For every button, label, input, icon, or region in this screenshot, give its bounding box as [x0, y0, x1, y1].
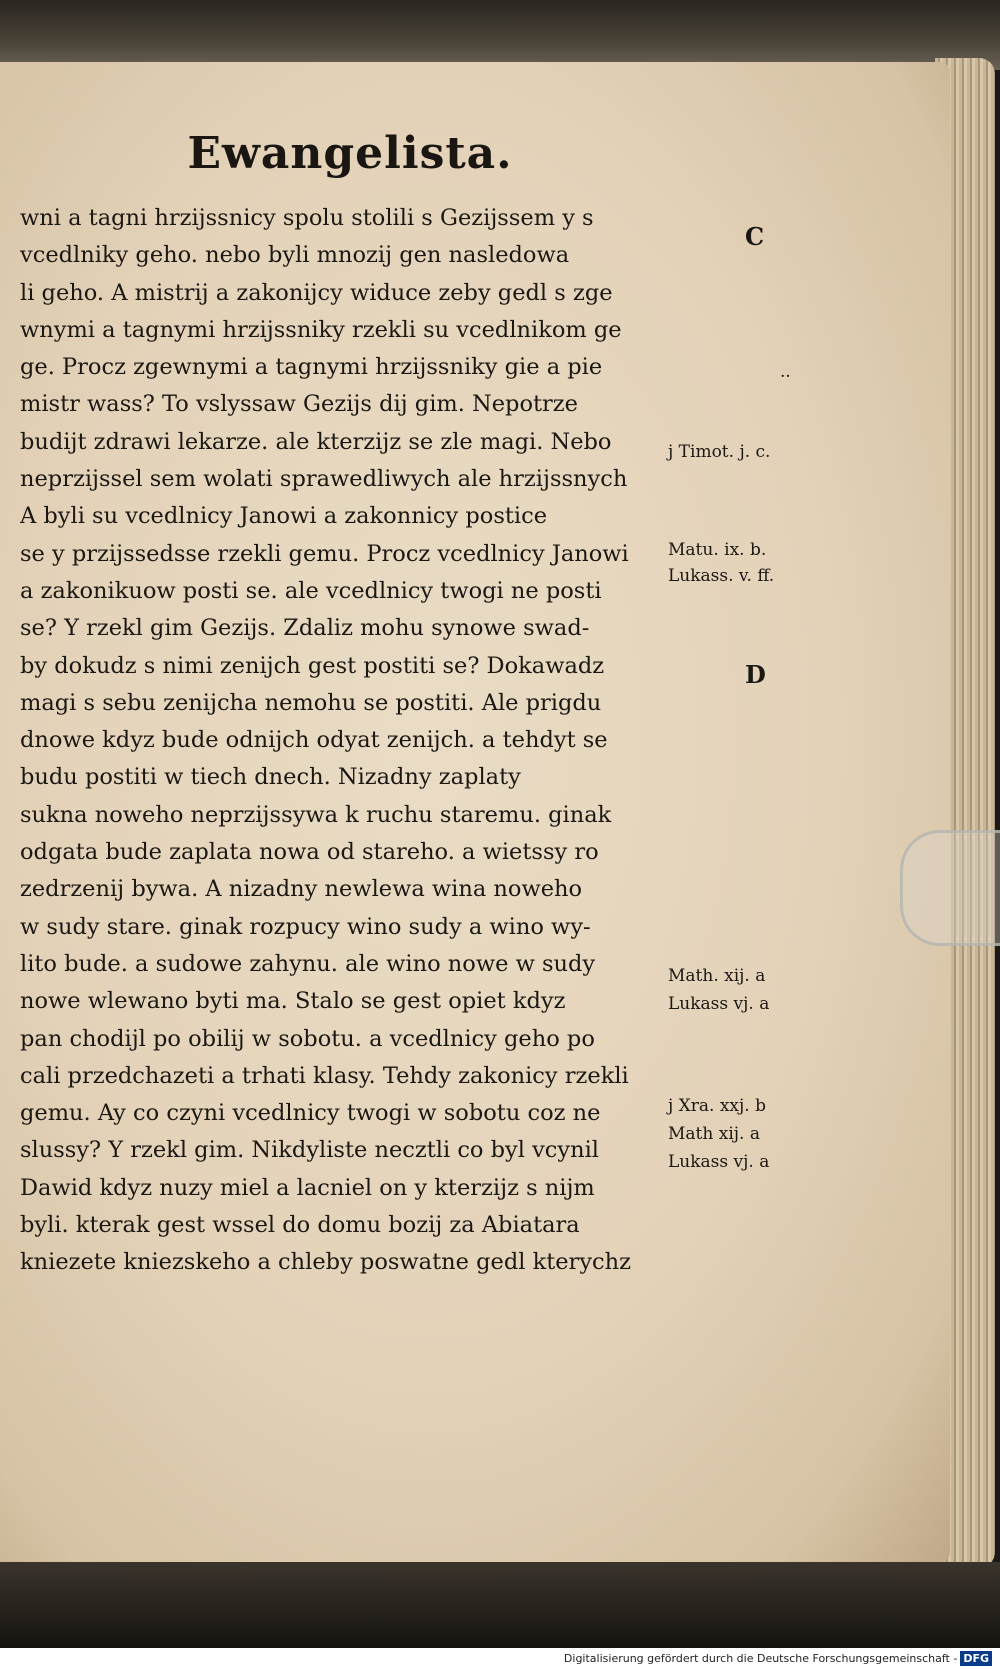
text-line: cali przedchazeti a trhati klasy. Tehdy zakonicy rzekli	[20, 1062, 629, 1089]
text-line: sukna noweho neprzijssywa k ruchu staremu. ginak	[20, 801, 612, 828]
text-line: odgata bude zaplata nowa od stareho. a wietssy ro	[20, 839, 599, 866]
text-line: dnowe kdyz bude odnijch odyat zenijch. a tehdyt se	[20, 727, 608, 754]
margin-ref-math-xij: Math. xij. a	[668, 966, 766, 986]
dfg-logo: DFG	[960, 1651, 992, 1666]
margin-ref-lukas-v: Lukass. v. ff.	[668, 566, 775, 586]
margin-ref-math-xij-2: Math xij. a	[668, 1124, 760, 1144]
text-line: se? Y rzekl gim Gezijs. Zdaliz mohu synowe swad-	[20, 615, 590, 642]
text-line: gemu. Ay co czyni vcedlnicy twogi w sobotu coz ne	[20, 1100, 601, 1127]
margin-ref-lukas-vj: Lukass vj. a	[668, 994, 770, 1014]
text-line: wnymi a tagnymi hrzijssniky rzekli su vcedlnikom ge	[20, 316, 622, 343]
text-line: nowe wlewano byti ma. Stalo se gest opiet kdyz	[20, 988, 566, 1015]
margin-section-mark-d: D	[745, 660, 766, 689]
margin-section-mark-c: C	[745, 222, 765, 251]
text-line: a zakonikuow posti se. ale vcedlnicy twogi ne posti	[20, 577, 602, 604]
body-text	[20, 200, 710, 1282]
text-line: Dawid kdyz nuzy miel a lacniel on y kterzijz s nijm	[20, 1174, 595, 1201]
text-line: kniezete kniezskeho a chleby poswatne gedl kterychz	[20, 1249, 631, 1276]
margin-ref-j-xra: j Xra. xxj. b	[668, 1096, 766, 1116]
text-line: by dokudz s nimi zenijch gest postiti se? Dokawadz	[20, 652, 605, 679]
text-line: neprzijssel sem wolati sprawedliwych ale hrzijssnych	[20, 466, 628, 493]
margin-ref-matu: Matu. ix. b.	[668, 540, 767, 560]
margin-dots: ..	[780, 362, 791, 382]
text-line: zedrzenij bywa. A nizadny newlewa wina noweho	[20, 876, 583, 903]
text-line: w sudy stare. ginak rozpucy wino sudy a wino wy-	[20, 913, 591, 940]
margin-ref-timot: j Timot. j. c.	[668, 442, 771, 462]
page-clip	[900, 830, 1000, 946]
text-line: li geho. A mistrij a zakonijcy widuce zeby gedl s zge	[20, 279, 613, 306]
credit-text: Digitalisierung gefördert durch die Deutsche Forschungsgemeinschaft -	[563, 1652, 958, 1665]
text-line: mistr wass? To vslyssaw Gezijs dij gim. Nepotrze	[20, 391, 578, 418]
text-line: pan chodijl po obilij w sobotu. a vcedlnicy geho po	[20, 1025, 595, 1052]
text-line: byli. kterak gest wssel do domu bozij za Abiatara	[20, 1212, 580, 1239]
text-line: lito bude. a sudowe zahynu. ale wino nowe w sudy	[20, 950, 596, 977]
text-line: magi s sebu zenijcha nemohu se postiti. Ale prigdu	[20, 689, 602, 716]
scan-bottom-strip	[0, 1562, 1000, 1648]
text-line: A byli su vcedlnicy Janowi a zakonnicy postice	[20, 503, 548, 530]
margin-ref-lukas-vj-2: Lukass vj. a	[668, 1152, 770, 1172]
text-line: ge. Procz zgewnymi a tagnymi hrzijssniky gie a pie	[20, 354, 603, 381]
text-line: budu postiti w tiech dnech. Nizadny zaplaty	[20, 764, 521, 791]
page-heading: Ewangelista.	[187, 128, 513, 179]
text-line: wni a tagni hrzijssnicy spolu stolili s Gezijssem y s	[20, 205, 594, 231]
book-top-edge	[0, 0, 1000, 70]
text-line: se y przijssedsse rzekli gemu. Procz vcedlnicy Janowi	[20, 540, 629, 567]
footer-credit	[0, 1648, 1000, 1669]
text-line: slussy? Y rzekl gim. Nikdyliste necztli co byl vcynil	[20, 1137, 600, 1164]
text-line: vcedlniky geho. nebo byli mnozij gen nasledowa	[20, 242, 570, 269]
text-line: budijt zdrawi lekarze. ale kterzijz se zle magi. Nebo	[20, 428, 612, 455]
